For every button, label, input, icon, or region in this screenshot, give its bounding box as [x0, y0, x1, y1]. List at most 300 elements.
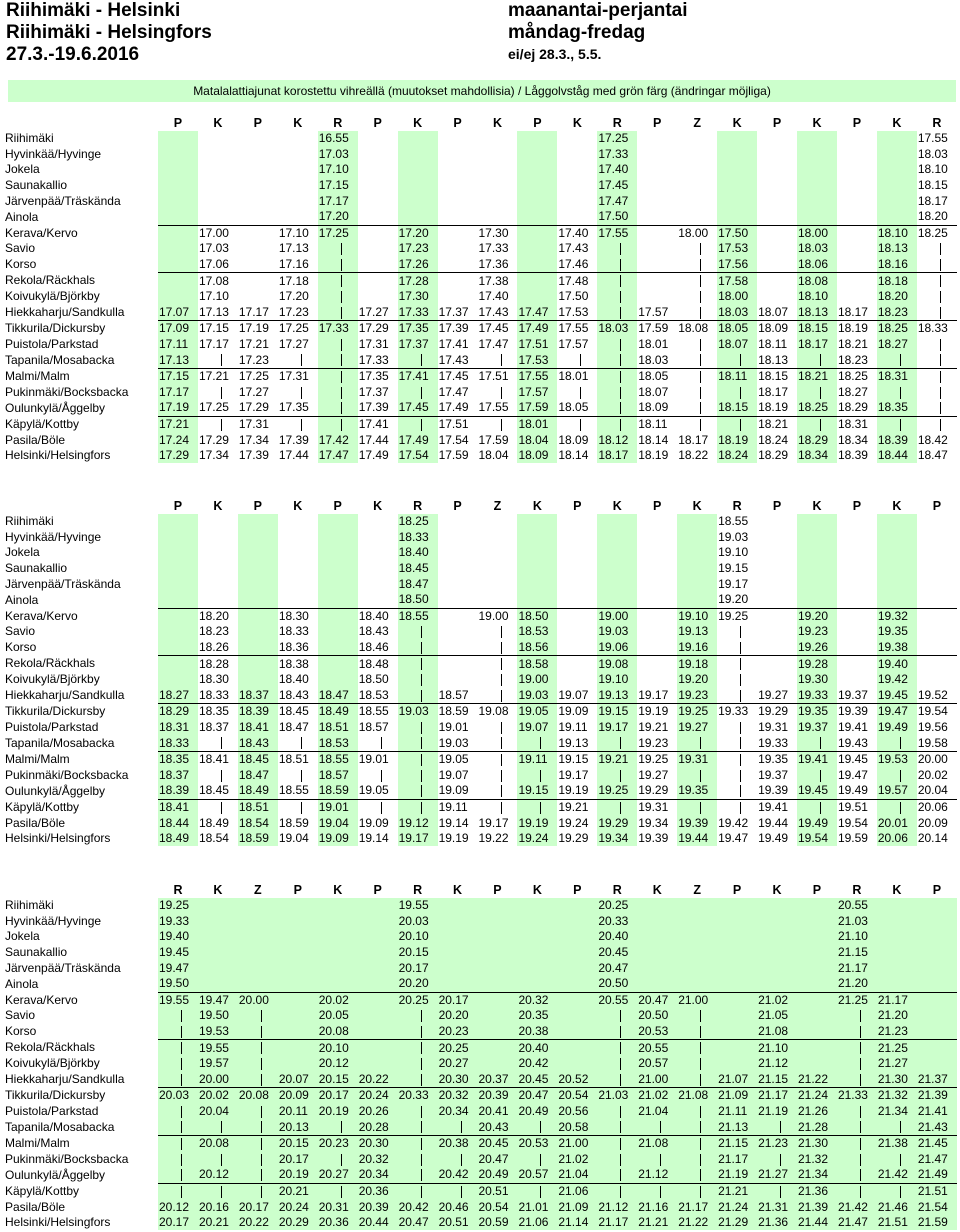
- departure-time: 19.54: [837, 815, 868, 830]
- departure-time: [158, 640, 198, 656]
- departure-time: [158, 289, 198, 305]
- departure-time: 19.17: [638, 687, 669, 702]
- departure-time: [757, 976, 797, 992]
- departure-time: 18.24: [717, 448, 757, 464]
- departure-time: 18.16: [877, 257, 917, 273]
- departure-time: [917, 514, 957, 530]
- departure-time: [438, 960, 478, 976]
- departure-time: 17.53: [558, 304, 589, 319]
- departure-time: 19.10: [597, 672, 637, 688]
- departure-time: [438, 147, 478, 163]
- departure-time: [198, 945, 238, 961]
- departure-time: 19.14: [358, 831, 389, 846]
- departure-time: 21.12: [597, 1199, 637, 1215]
- pass-through-marker: [597, 735, 637, 751]
- pass-through-marker: [398, 1152, 438, 1168]
- train-type: P: [653, 498, 662, 513]
- departure-time: 21.37: [917, 1072, 957, 1088]
- departure-time: [917, 992, 957, 1008]
- station-name: Hiekkaharju/Sandkulla: [5, 688, 125, 703]
- station-name: Helsinki/Helsingfors: [5, 831, 111, 846]
- departure-time: 20.25: [398, 992, 438, 1008]
- departure-time: [198, 147, 238, 163]
- station-row: [4, 929, 957, 945]
- departure-time: 18.15: [797, 321, 837, 337]
- departure-time: 18.08: [797, 273, 837, 289]
- train-type: K: [532, 498, 542, 513]
- departure-time: 18.10: [797, 289, 837, 305]
- departure-time: 19.53: [198, 1024, 238, 1040]
- departure-time: 20.22: [358, 1072, 398, 1088]
- departure-time: 19.42: [718, 815, 749, 830]
- departure-time: [398, 162, 438, 178]
- pass-through-marker: [677, 352, 717, 368]
- departure-time: [318, 929, 358, 945]
- departure-time: [917, 530, 957, 546]
- departure-time: 19.52: [917, 687, 948, 702]
- departure-time: 19.59: [837, 831, 868, 846]
- departure-time: 18.17: [597, 448, 637, 464]
- departure-time: 19.25: [637, 751, 677, 767]
- train-type: Z: [693, 115, 701, 130]
- departure-time: 20.06: [877, 831, 917, 847]
- departure-time: [238, 945, 278, 961]
- departure-time: 20.44: [358, 1215, 398, 1231]
- departure-time: 19.49: [837, 783, 868, 798]
- departure-time: 21.20: [837, 976, 877, 992]
- train-type-row: [4, 881, 957, 898]
- departure-time: 20.47: [597, 960, 637, 976]
- pass-through-marker: [398, 1183, 438, 1199]
- departure-time: [358, 514, 398, 530]
- departure-time: 20.02: [318, 992, 358, 1008]
- departure-time: 18.11: [758, 337, 788, 352]
- departure-time: 17.13: [158, 352, 198, 368]
- departure-time: [557, 976, 597, 992]
- station-row: [4, 735, 957, 751]
- pass-through-marker: [398, 640, 438, 656]
- departure-time: [438, 257, 478, 273]
- departure-time: [917, 1024, 957, 1040]
- departure-time: 21.15: [837, 945, 877, 961]
- station-row: [4, 257, 957, 273]
- train-type: P: [812, 882, 822, 897]
- pass-through-marker: [238, 1104, 278, 1120]
- timetable-3: [4, 881, 957, 1230]
- pass-through-marker: [438, 1152, 478, 1168]
- departure-time: [637, 945, 677, 961]
- departure-time: [757, 898, 797, 914]
- station-row: [4, 385, 957, 401]
- pass-through-marker: [478, 656, 518, 672]
- departure-time: 17.10: [278, 225, 318, 241]
- departure-time: [158, 672, 198, 688]
- departure-time: [517, 147, 557, 163]
- station-row: [4, 815, 957, 831]
- departure-time: 17.31: [278, 368, 318, 384]
- pass-through-marker: [318, 385, 358, 401]
- departure-time: [877, 960, 917, 976]
- pass-through-marker: [597, 305, 637, 321]
- departure-time: 20.08: [238, 1088, 278, 1104]
- departure-time: 20.17: [438, 992, 478, 1008]
- station-row: [4, 545, 957, 561]
- pass-through-marker: [278, 416, 318, 432]
- departure-time: 19.21: [638, 720, 669, 735]
- departure-time: [597, 514, 637, 530]
- station-name: Koivukylä/Björkby: [5, 672, 100, 687]
- pass-through-marker: [797, 768, 837, 784]
- departure-time: [517, 289, 557, 305]
- pass-through-marker: [198, 1183, 238, 1199]
- departure-time: 17.15: [158, 368, 198, 384]
- pass-through-marker: [198, 416, 238, 432]
- departure-time: 18.44: [877, 448, 917, 464]
- station-row: [4, 1008, 957, 1024]
- departure-time: [677, 147, 717, 163]
- station-name: Saunakallio: [5, 178, 68, 193]
- departure-time: [278, 545, 318, 561]
- departure-time: 20.31: [318, 1199, 358, 1215]
- station-name: Käpylä/Kottby: [5, 799, 80, 814]
- departure-time: [478, 162, 518, 178]
- departure-time: [757, 193, 797, 209]
- departure-time: 20.34: [358, 1167, 398, 1183]
- pass-through-marker: [917, 352, 957, 368]
- pass-through-marker: [517, 735, 557, 751]
- departure-time: 18.31: [837, 416, 877, 432]
- departure-time: [797, 162, 837, 178]
- departure-time: 17.45: [478, 321, 518, 337]
- departure-time: [557, 131, 597, 147]
- departure-time: [757, 273, 797, 289]
- departure-time: [318, 945, 358, 961]
- departure-time: [637, 656, 677, 672]
- station-row: [4, 368, 957, 384]
- departure-time: 19.54: [917, 704, 957, 720]
- departure-time: 20.08: [318, 1024, 358, 1040]
- departure-time: [278, 592, 318, 608]
- departure-time: [917, 672, 957, 688]
- departure-time: [877, 514, 917, 530]
- departure-time: 20.56: [557, 1104, 597, 1120]
- pass-through-marker: [637, 1152, 677, 1168]
- station-name: Savio: [5, 1008, 36, 1023]
- departure-time: 18.53: [517, 624, 557, 640]
- pass-through-marker: [398, 1008, 438, 1024]
- departure-time: 17.15: [198, 321, 238, 337]
- train-type: R: [333, 115, 343, 130]
- departure-time: [238, 178, 278, 194]
- departure-time: [238, 898, 278, 914]
- pass-through-marker: [917, 305, 957, 321]
- departure-time: 20.04: [198, 1104, 238, 1120]
- departure-time: 19.49: [797, 815, 837, 831]
- departure-time: [438, 225, 478, 241]
- departure-time: 18.29: [797, 432, 837, 448]
- departure-time: [318, 530, 358, 546]
- pass-through-marker: [358, 768, 398, 784]
- departure-time: 21.34: [797, 1167, 837, 1183]
- departure-time: 17.50: [558, 289, 589, 304]
- station-row: [4, 768, 957, 784]
- departure-time: [478, 131, 518, 147]
- departure-time: [757, 131, 797, 147]
- departure-time: [158, 514, 198, 530]
- departure-time: [797, 992, 837, 1008]
- departure-time: 17.20: [278, 289, 309, 304]
- departure-time: [877, 561, 917, 577]
- departure-time: 20.47: [517, 1088, 557, 1104]
- departure-time: 20.03: [158, 1088, 198, 1104]
- departure-time: 17.43: [478, 304, 509, 319]
- pass-through-marker: [517, 1152, 557, 1168]
- departure-time: 19.03: [597, 624, 637, 640]
- station-row: [4, 1199, 957, 1215]
- departure-time: 21.14: [557, 1215, 597, 1231]
- departure-time: [438, 162, 478, 178]
- departure-time: 17.07: [158, 305, 198, 321]
- departure-time: [358, 225, 398, 241]
- pass-through-marker: [677, 1056, 717, 1072]
- departure-time: [158, 131, 198, 147]
- departure-time: [198, 209, 238, 225]
- departure-time: [278, 561, 318, 577]
- pass-through-marker: [677, 368, 717, 384]
- departure-time: 17.11: [158, 337, 198, 353]
- departure-time: 18.51: [238, 799, 278, 815]
- departure-time: 18.47: [238, 768, 278, 784]
- pass-through-marker: [158, 1119, 198, 1135]
- station-name: Korso: [5, 257, 37, 272]
- departure-time: 19.13: [558, 735, 589, 750]
- departure-time: 21.26: [797, 1104, 837, 1120]
- departure-time: [637, 561, 677, 577]
- departure-time: 20.47: [478, 1152, 518, 1168]
- departure-time: 18.50: [517, 608, 557, 624]
- departure-time: [318, 514, 358, 530]
- departure-time: 17.48: [557, 273, 597, 289]
- pass-through-marker: [917, 368, 957, 384]
- pass-through-marker: [717, 799, 757, 815]
- departure-time: 19.09: [358, 815, 389, 830]
- departure-time: [877, 945, 917, 961]
- departure-time: [238, 131, 278, 147]
- departure-time: [637, 960, 677, 976]
- pass-through-marker: [438, 1183, 478, 1199]
- departure-time: [438, 289, 478, 305]
- pass-through-marker: [677, 735, 717, 751]
- departure-time: 18.59: [318, 783, 358, 799]
- departure-time: [358, 1056, 398, 1072]
- departure-time: 20.23: [438, 1024, 478, 1040]
- station-column-header: [4, 114, 158, 131]
- departure-time: [797, 131, 837, 147]
- train-type: K: [812, 115, 822, 130]
- departure-time: 18.35: [198, 704, 238, 720]
- pass-through-marker: [597, 1008, 637, 1024]
- departure-time: 21.23: [757, 1135, 797, 1151]
- departure-time: 17.44: [278, 448, 309, 463]
- departure-time: 19.35: [757, 751, 797, 767]
- departure-time: 21.03: [597, 1088, 637, 1104]
- departure-time: [358, 929, 398, 945]
- pass-through-marker: [478, 688, 518, 704]
- departure-time: [238, 561, 278, 577]
- pass-through-marker: [278, 735, 318, 751]
- departure-time: 17.35: [278, 400, 309, 415]
- departure-time: 19.26: [797, 640, 837, 656]
- departure-time: [557, 209, 597, 225]
- station-name: Tapanila/Mosabacka: [5, 735, 115, 750]
- timetable-1: [4, 114, 957, 463]
- departure-time: 18.30: [198, 672, 229, 687]
- departure-time: 18.25: [917, 225, 957, 241]
- departure-time: 18.57: [438, 687, 469, 702]
- departure-time: 21.06: [517, 1215, 557, 1231]
- departure-time: 17.17: [198, 337, 229, 352]
- departure-time: [557, 898, 597, 914]
- departure-time: 18.47: [318, 688, 358, 704]
- departure-time: 19.18: [677, 656, 717, 672]
- departure-time: 21.42: [877, 1167, 917, 1183]
- station-name: Rekola/Räckhals: [5, 273, 96, 288]
- pass-through-marker: [677, 1167, 717, 1183]
- departure-time: 20.33: [597, 914, 637, 930]
- timetable-2: [4, 497, 957, 846]
- departure-time: [318, 624, 358, 640]
- departure-time: [797, 914, 837, 930]
- departure-time: [278, 992, 318, 1008]
- departure-time: [278, 209, 318, 225]
- departure-time: 17.37: [358, 384, 389, 399]
- departure-time: [158, 147, 198, 163]
- departure-time: [438, 576, 478, 592]
- departure-time: 18.50: [358, 672, 389, 687]
- pass-through-marker: [677, 305, 717, 321]
- pass-through-marker: [797, 416, 837, 432]
- departure-time: [917, 640, 957, 656]
- departure-time: 18.17: [917, 193, 948, 208]
- departure-time: 17.25: [238, 368, 278, 384]
- station-name: Riihimäki: [5, 514, 54, 529]
- departure-time: 21.30: [877, 1072, 917, 1088]
- departure-time: 18.33: [917, 321, 957, 337]
- departure-time: 19.07: [558, 687, 589, 702]
- pass-through-marker: [478, 783, 518, 799]
- departure-time: [717, 1040, 757, 1056]
- departure-time: 21.13: [717, 1119, 757, 1135]
- departure-time: 17.13: [198, 304, 229, 319]
- pass-through-marker: [318, 273, 358, 289]
- departure-time: [478, 898, 518, 914]
- departure-time: 18.33: [198, 687, 229, 702]
- departure-time: 21.27: [757, 1167, 797, 1183]
- departure-time: [238, 545, 278, 561]
- pass-through-marker: [717, 688, 757, 704]
- departure-time: [517, 898, 557, 914]
- departure-time: 20.33: [398, 1088, 438, 1104]
- departure-time: 17.39: [358, 400, 389, 415]
- departure-time: 17.23: [238, 352, 269, 367]
- pass-through-marker: [358, 735, 398, 751]
- departure-time: [517, 257, 557, 273]
- departure-time: 21.19: [717, 1167, 757, 1183]
- departure-time: 21.17: [717, 1152, 757, 1168]
- departure-time: 18.25: [837, 368, 877, 384]
- departure-time: [358, 592, 398, 608]
- departure-time: [238, 624, 278, 640]
- departure-time: 17.21: [238, 337, 269, 352]
- departure-time: [198, 193, 238, 209]
- departure-time: [877, 576, 917, 592]
- departure-time: 18.51: [318, 720, 358, 736]
- departure-time: 20.11: [278, 1104, 318, 1120]
- departure-time: 19.38: [877, 640, 917, 656]
- pass-through-marker: [677, 768, 717, 784]
- departure-time: 17.13: [278, 241, 309, 256]
- departure-time: [557, 608, 597, 624]
- departure-time: 17.43: [438, 352, 469, 367]
- departure-time: 18.46: [358, 640, 389, 655]
- departure-time: [557, 624, 597, 640]
- departure-time: [557, 162, 597, 178]
- departure-time: 17.47: [318, 448, 358, 464]
- departure-time: [318, 561, 358, 577]
- pass-through-marker: [717, 783, 757, 799]
- pass-through-marker: [278, 352, 318, 368]
- departure-time: 20.36: [358, 1183, 398, 1199]
- departure-time: 17.41: [358, 416, 398, 432]
- departure-time: 18.49: [318, 704, 358, 720]
- departure-time: 18.17: [797, 337, 837, 353]
- departure-time: 19.19: [637, 704, 677, 720]
- departure-time: 20.30: [438, 1072, 478, 1088]
- departure-time: 18.54: [238, 815, 278, 831]
- train-type: K: [612, 498, 622, 513]
- departure-time: 20.10: [318, 1040, 358, 1056]
- departure-time: 18.48: [358, 656, 398, 672]
- station-name: Malmi/Malm: [5, 751, 70, 766]
- departure-time: 21.09: [557, 1199, 597, 1215]
- departure-time: 18.54: [198, 831, 229, 846]
- station-name: Hiekkaharju/Sandkulla: [5, 1072, 125, 1087]
- pass-through-marker: [398, 1135, 438, 1151]
- departure-time: 18.47: [917, 448, 948, 463]
- train-type: P: [373, 882, 382, 897]
- departure-time: [478, 1056, 518, 1072]
- departure-time: [797, 178, 837, 194]
- departure-time: [438, 131, 478, 147]
- departure-time: 17.26: [398, 257, 438, 273]
- departure-time: 17.47: [478, 337, 509, 352]
- departure-time: 18.05: [558, 400, 589, 415]
- departure-time: 21.27: [877, 1056, 917, 1072]
- pass-through-marker: [597, 289, 637, 305]
- departure-time: [717, 162, 757, 178]
- departure-time: [717, 131, 757, 147]
- station-name: Järvenpää/Träskända: [5, 576, 121, 591]
- pass-through-marker: [917, 289, 957, 305]
- pass-through-marker: [478, 640, 518, 656]
- station-row: [4, 561, 957, 577]
- departure-time: 18.53: [358, 687, 389, 702]
- departure-time: [517, 960, 557, 976]
- station-name: Pasila/Böle: [5, 432, 66, 447]
- departure-time: [158, 624, 198, 640]
- train-type: P: [573, 498, 582, 513]
- departure-time: 19.20: [797, 608, 837, 624]
